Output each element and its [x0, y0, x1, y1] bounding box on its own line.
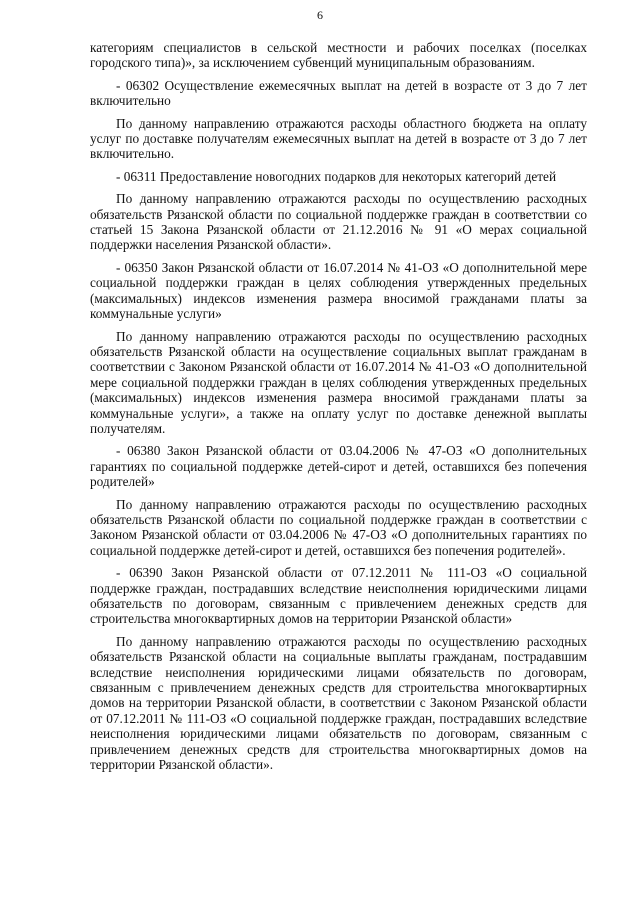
item-06302-heading: - 06302 Осуществление ежемесячных выплат на детей в возрасте от 3 до 7 лет включительно	[90, 77, 587, 109]
item-06350-description: По данному направлению отражаются расходы по осуществлению расходных обязательств Рязанской области на осуществление социальных выплат гражданам в соответствии с Законом Рязанской области от 16.07.2014 № 41-ОЗ «О дополнительной мере социальной поддержки граждан в целях соблюдения утвержденных предельных (максимальных) индексов изменения размера вносимой гражданами платы за коммунальные услуги», а также на оплату услуг по доставке денежной выплаты получателям.	[90, 328, 587, 436]
item-06302-description: По данному направлению отражаются расходы областного бюджета на оплату услуг по доставке получателям ежемесячных выплат на детей в возрасте от 3 до 7 лет включительно.	[90, 115, 587, 162]
page-number: 6	[317, 8, 323, 22]
item-06380-heading: - 06380 Закон Рязанской области от 03.04.2006 № 47-ОЗ «О дополнительных гарантиях по социальной поддержке детей-сирот и детей, оставшихся без попечения родителей»	[90, 443, 587, 490]
paragraph-continuation: категориям специалистов в сельской местности и рабочих поселках (поселках городского типа)», за исключением субвенций муниципальным образованиям.	[90, 40, 587, 71]
item-06390-heading: - 06390 Закон Рязанской области от 07.12.2011 № 111-ОЗ «О социальной поддержке граждан, пострадавших вследствие неисполнения юридическими лицами обязательств по договорам, связанным с привлечением денежных средств для строительства многоквартирных домов на территории Рязанской области»	[90, 565, 587, 627]
item-06390-description: По данному направлению отражаются расходы по осуществлению расходных обязательств Рязанской области на социальные выплаты гражданам, пострадавшим вследствие неисполнения юридическими лицами обязательств по договорам, связанным с привлечением денежных средств для строительства многоквартирных домов на территории Рязанской области, в соответствии с Законом Рязанской области от 07.12.2011 № 111-ОЗ «О социальной поддержке граждан, пострадавших вследствие неисполнения юридическими лицами обязательств по договорам, связанным с привлечением денежных средств для строительства многоквартирных домов на территории Рязанской области».	[90, 633, 587, 773]
item-06311-description: По данному направлению отражаются расходы по осуществлению расходных обязательств Рязанской области по социальной поддержке граждан в соответствии со статьей 15 Закона Рязанской области от 21.12.2016 № 91 «О мерах социальной поддержки населения Рязанской области».	[90, 191, 587, 253]
item-06311-heading: - 06311 Предоставление новогодних подарков для некоторых категорий детей	[116, 168, 557, 184]
item-06380-description: По данному направлению отражаются расходы по осуществлению расходных обязательств Рязанской области по социальной поддержке граждан в соответствии с Законом Рязанской области от 03.04.2006 № 47-ОЗ «О дополнительных гарантиях по социальной поддержке детей-сирот и детей, оставшихся без попечения родителей».	[90, 496, 587, 558]
item-06350-heading: - 06350 Закон Рязанской области от 16.07.2014 № 41-ОЗ «О дополнительной мере социальной поддержки граждан в целях соблюдения утвержденных предельных (максимальных) индексов изменения размера вносимой гражданами платы за коммунальные услуги»	[90, 259, 587, 322]
document-body	[90, 40, 587, 772]
